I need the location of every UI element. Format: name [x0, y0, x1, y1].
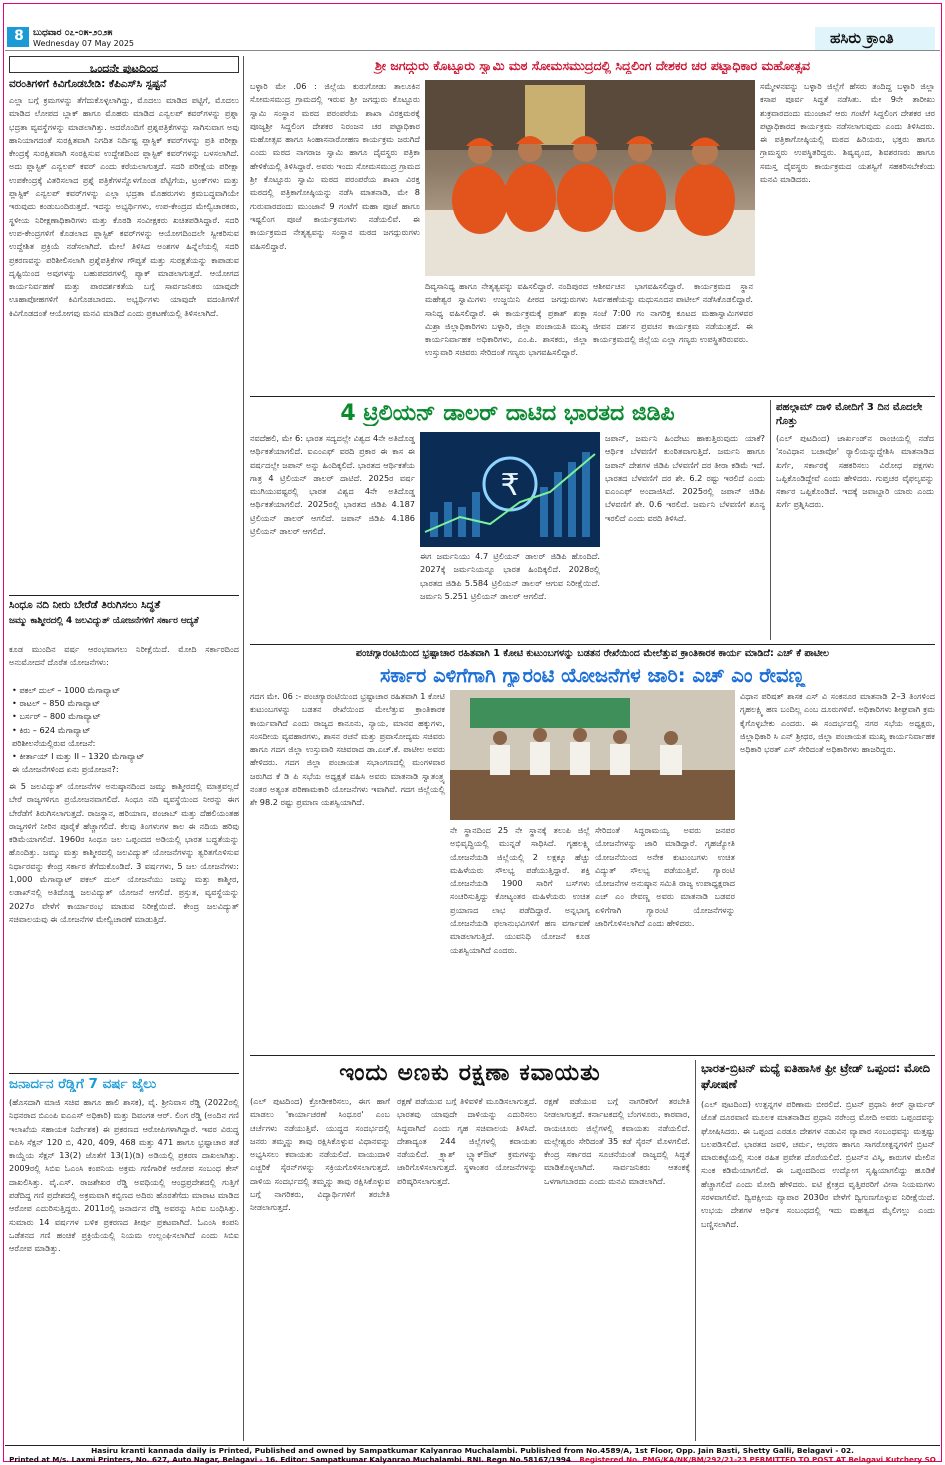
registration-details: Registered No. PMG/KA/NK/BM/292/21-23 PERMITTED TO POST AT Belagavi Kutchery SO [579, 1455, 936, 1464]
mutt-col1: ಬಳ್ಳಾರಿ ಮೇ .06 : ಜಿಲ್ಲೆಯ ಕುರುಗೋಡು ತಾಲೂಕಿನ ಸೋಮಸಮುದ್ರ ಗ್ರಾಮದಲ್ಲಿ ಇರುವ ಶ್ರೀ ಜಗದ್ಗುರು ಕೊಟ್ಟೂರು ಸ್ವಾಮಿ ಸಂಸ್ಥಾನ ಮಠದ ಪರಂಪರೆಯ ಶಾಖಾ ವಿರಕ್ತಮಠಕ್ಕೆ ಪೂಜ್ಯಶ್ರೀ ಸಿದ್ದಲಿಂಗ ದೇಶಕರ ನಿರಂಜನ ಚರ ಪಟ್ಟಾಧಿಕಾರ ಮಹೋತ್ಸವ ಹಾಗೂ ಸಿಂಹಾಸನಾರೋಹಣ ಕಾರ್ಯಕ್ರಮ ಜರುಗಿದೆ ಎಂದು ಮಠದ ನಾಗರಾಜ ಸ್ವಾಮಿ ಹಾಗೂ ದೈವಸ್ಥರು ಪತ್ರಿಕಾ ಹೇಳಿಕೆಯಲ್ಲಿ ತಿಳಿಸಿದ್ದಾರೆ. ಅವರು ಇಂದು ಸೋಮಸಮುದ್ರ ಗ್ರಾಮದ ಶ್ರೀ ಕೊಟ್ಟೂರು ಸ್ವಾಮಿ ಮಠದ ಪರಂಪರೆಯ ಶಾಖಾ ವಿರಕ್ತ ಮಠದಲ್ಲಿ ಪತ್ರಿಕಾಗೋಷ್ಠಿಯನ್ನು ನಡೆಸಿ ಮಾತನಾಡಿ, ಮೇ 8 ಗುರುವಾರದಂದು ಮುಂಜಾನೆ 9 ಗಂಟೆಗೆ ಮಹಾ ಪೂಜೆ ಹಾಗೂ ಇಷ್ಟಲಿಂಗ ಪೂಜೆ ಕಾರ್ಯಕ್ರಮಗಳು ನಡೆಯಲಿವೆ. ಈ ಕಾರ್ಯಕ್ರಮದ ನೇತೃತ್ವವನ್ನು ಸಂಸ್ಥಾನ ಮಠದ ಜಗದ್ಗುರುಗಳು ವಹಿಸಲಿದ್ದಾರೆ. [250, 81, 420, 251]
date-english: Wednesday 07 May 2025 [33, 39, 135, 48]
column-divider [243, 56, 244, 1441]
printer-line [5, 1455, 940, 1464]
revanna-col1: ಗದಗ ಮೇ. 06 :- ಪಂಚಗ್ಯಾರಂಟಿಯಿಂದ ಭ್ರಷ್ಟಾಚಾರ ರಹಿತವಾಗಿ 1 ಕೋಟಿ ಕುಟುಂಬಗಳನ್ನು ಬಡತನ ರೇಖೆಯಿಂದ ಮೇಲೆತ್ತುವ ಕ್ರಾಂತಿಕಾರಕ ಕಾರ್ಯವಾಗಿದೆ ಎಂದು ರಾಜ್ಯದ ಕಾನೂನು, ನ್ಯಾಯ, ಮಾನವ ಹಕ್ಕುಗಳು, ಸಂಸದೀಯ ವ್ಯವಹಾರಗಳು, ಶಾಸನ ರಚನೆ ಮತ್ತು ಪ್ರವಾಸೋದ್ಯಮ ಸಚಿವರು ಹಾಗೂ ಗದಗ ಜಿಲ್ಲಾ ಉಸ್ತುವಾರಿ ಸಚಿವರಾದ ಡಾ.ಎಚ್.ಕೆ. ಪಾಟೀಲ ಅವರು ಹೇಳಿದರು. ಗದಗ ಜಿಲ್ಲಾ ಪಂಚಾಯತ ಸಭಾಂಗಣದಲ್ಲಿ ಮಂಗಳವಾರ ಜರುಗಿದ ಕೆ ಡಿ ಪಿ ಸಭೆಯ ಅಧ್ಯಕ್ಷತೆ ವಹಿಸಿ ಅವರು ಮಾತನಾಡಿ ಸ್ವಾತಂತ್ರ್ಯ ನಂತರ ಅತ್ಯಂತ ಪರಿಣಾಮಕಾರಿ ಯೋಜನೆಗಳು ಇವಾಗಿವೆ. ಗದಗ ಜಿಲ್ಲೆಯಲ್ಲಿ ಶೇ 98.2 ರಷ್ಟು ಪ್ರಮಾಣ ಯಶಸ್ವಿಯಾಗಿದೆ. [250, 691, 445, 808]
list-item: • ಕೀರ್ತಾಯ್ I ಮತ್ತು II – 1320 ಮೆಗಾವ್ಯಾಟ್ [12, 751, 145, 762]
indus-project-list [12, 684, 238, 776]
stock-market-graphic [420, 432, 600, 547]
mutt-col3: ಆಶೀರ್ವಚನ ಭಾಗವಹಿಸಲಿದ್ದಾರೆ. ಕಾರ್ಯಕ್ರಮದ ಸ್ಥಾನ ಸಿರ್ವಹಣೆಯನ್ನು ಮಧುಸೂದನ ಪಾಟೀಲ್ ನಡೆಸಿಕೊಡಲಿದ್ದಾರೆ. ಸಂಜೆ 7:00 ಗಂ ನಾಗರಿಕ್ತ ಕೂಟದ ಮಹಾಸ್ವಾಮಿಗಳವರ ಜೀವನ ದರ್ಶನ ಪ್ರವಚನ ಕಾರ್ಯಕ್ರಮ ನಡೆಯುತ್ತದೆ. ಈ ಕಾರ್ಯಕ್ರಮದಲ್ಲಿ ಜಿಲ್ಲೆಯ ಎಲ್ಲಾ ಗಣ್ಯರು ಉಪಸ್ಥಿತರಿರುವರು. [593, 281, 753, 345]
indus-body: ಈ 5 ಜಲವಿದ್ಯುತ್ ಯೋಜನೆಗಳ ಅನುಷ್ಠಾನದಿಂದ ಜಮ್ಮು ಕಾಶ್ಮೀರದಲ್ಲಿ ಮಾತ್ರವಲ್ಲದೆ ಬೇರೆ ರಾಜ್ಯಗಳಿಗೂ ಪ್ರಯೋಜನವಾಗಲಿದೆ. ಸಿಂಧೂ ನದಿ ವ್ಯವಸ್ಥೆಯಿಂದ ನೀರನ್ನು ಈಗ ಬೇರೆಡೆಗೆ ತಿರುಗಿಸಲಾಗುತ್ತದೆ. ರಾಜಸ್ಥಾನ, ಹರಿಯಾಣ, ಪಂಜಾಬ್ ಮತ್ತು ದೆಹಲಿಯಂತಹ ರಾಜ್ಯಗಳಿಗೆ ನೀರಿನ ಪೂರೈಕೆ ಹೆಚ್ಚಾಗಲಿದೆ. ಕೆಲವು ತಿಂಗಳುಗಳ ಕಾಲ ಈ ನದಿಯ ಹರಿವು ಕಡಿಮೆಯಾಗಲಿದೆ. 1960ರ ಸಿಂಧೂ ಜಲ ಒಪ್ಪಂದದ ಅಡಿಯಲ್ಲಿ ಭಾರತ ಬದ್ಧತೆಯನ್ನು ಹೊಂದಿತ್ತು. ಜಮ್ಮು ಮತ್ತು ಕಾಶ್ಮೀರದಲ್ಲಿ ಜಲವಿದ್ಯುತ್ ಯೋಜನೆಗಳನ್ನು ತ್ವರಿತಗೊಳಿಸುವ ನಿರ್ಧಾರವನ್ನು ಕೇಂದ್ರ ಸರ್ಕಾರ ತೆಗೆದುಕೊಂಡಿದೆ. 3 ವರ್ಷಗಳು, 5 ಜಲ ಯೋಜನೆಗಳು: 1,000 ಮೆಗಾವ್ಯಾಟ್ ಪಕಲ್ ದುಲ್ ಯೋಜನೆಯು ಜಮ್ಮು ಮತ್ತು ಕಾಶ್ಮೀರ, ಲಡಾಖ್‌ನಲ್ಲಿ ಅತಿದೊಡ್ಡ ಜಲವಿದ್ಯುತ್ ಯೋಜನೆ ಆಗಲಿದೆ. ಪ್ರಸ್ತುತ, ವ್ಯವಸ್ಥೆಯನ್ನು 2027ರ ವೇಳೆಗೆ ಕಾರ್ಯಾರಂಭ ಮಾಡುವ ನಿರೀಕ್ಷೆಯಿದೆ. ಕೇಂದ್ರ ಜಲವಿದ್ಯುತ್ ಸಚಿವಾಲಯವು ಈ ಯೋಜನೆಗಳ ಮೇಲ್ವಿಚಾರಣೆ ಮಾಡುತ್ತಿದೆ. [9, 781, 239, 924]
section-label [9, 56, 239, 73]
drill-col1: (ಎಲ್ ಪುಟದಿಂದ) ಕ್ರೋಡೀಕರಿಸಲು, ಈಗ ಹಾಗೆ ಮಾಡಲು 'ಕಾರ್ಯಾಚರಣೆ ಸಿಂಧೂರ' ಎಂಬ ಚರ್ಚೆಗಳು ನಡೆಯುತ್ತಿವೆ. ಯುದ್ಧದ ಸಂದರ್ಭದಲ್ಲಿ ಜನರು ತಮ್ಮನ್ನು ತಾವು ರಕ್ಷಿಸಿಕೊಳ್ಳುವ ವಿಧಾನವನ್ನು ಅಭ್ಯಸಿಸಲು ಕವಾಯತು ನಡೆಯಲಿದೆ. ವಾಯುದಾಳಿ ಎಚ್ಚರಿಕೆ ಸೈರನ್‌ಗಳನ್ನು ಸಕ್ರಿಯಗೊಳಿಸಲಾಗುತ್ತದೆ. ದಾಳಿಯ ಸಂದರ್ಭದಲ್ಲಿ ತಮ್ಮನ್ನು ತಾವು ರಕ್ಷಿಸಿಕೊಳ್ಳುವ ಬಗ್ಗೆ ನಾಗರಿಕರು, ವಿದ್ಯಾರ್ಥಿಗಳಿಗೆ ತರಬೇತಿ ನೀಡಲಾಗುತ್ತದೆ. [250, 1096, 390, 1213]
list-item: ಈ ಯೋಜನೆಗಳಿಂದ ಏನು ಪ್ರಯೋಜನ?: [12, 764, 119, 775]
indus-intro: ಕೂಡ ಮುಂದಿನ ವರ್ಷ ಆರಂಭವಾಗಲು ನಿರೀಕ್ಷೆಯಿದೆ. ಮೋದಿ ಸರ್ಕಾರದಿಂದ ಅನುಮೋದನೆ ದೊರೆತ ಯೋಜನೆಗಳು: [9, 644, 239, 668]
revanna-col4: ವಿಧಾನ ಪರಿಷತ್ ಶಾಸಕ ಎಸ್ ವಿ ಸಂಕನೂರ ಮಾತನಾಡಿ 2–3 ತಿಂಗಳಿಂದ ಗೃಹಲಕ್ಷ್ಮಿ ಹಣ ಬಂದಿಲ್ಲ ಎಂಬ ದೂರುಗಳಿವೆ. ಅಧಿಕಾರಿಗಳು ಶೀಘ್ರವಾಗಿ ಕ್ರಮ ಕೈಗೊಳ್ಳಬೇಕು ಎಂದರು. ಈ ಸಂದರ್ಭದಲ್ಲಿ ನಗರ ಸಭೆಯ ಅಧ್ಯಕ್ಷರು, ಜಿಲ್ಲಾಧಿಕಾರಿ ಸಿ ಎನ್ ಶ್ರೀಧರ, ಜಿಲ್ಲಾ ಪಂಚಾಯತ ಮುಖ್ಯ ಕಾರ್ಯನಿರ್ವಾಹಕ ಅಧಿಕಾರಿ ಭರತ್ ಎಸ್ ಸೇರಿದಂತೆ ಅಧಿಕಾರಿಗಳು ಹಾಜರಿದ್ದರು. [740, 691, 935, 755]
printer-details: Printed at M/s. Laxmi Printers, No. 627, Auto Nagar, Belagavi - 16. Editor: Sampatkumar Kalyanrao Muchalambi. RNI. Regn No.58167/1994 [9, 1455, 571, 1464]
gdp-rupee-graphic [420, 432, 600, 547]
imprint-line: Hasiru kranti kannada daily is Printed, Published and owned by Sampatkumar Kalyanrao Muchalambi. Published from No.4589/A, 1st Floor, Opp. Jain Basti, Shetty Galli, Belagavi - 02. [91, 1446, 854, 1455]
gdp-col1: ನವದೆಹಲಿ, ಮೇ 6: ಭಾರತ ಸದ್ಯದಲ್ಲೇ ವಿಶ್ವದ 4ನೇ ಅತಿದೊಡ್ಡ ಆರ್ಥಿಕತೆಯಾಗಲಿದೆ. ಐಎಂಎಫ್ ವರದಿ ಪ್ರಕಾರ ಈ ಕಾಸ ಈ ವರ್ಷದಲ್ಲೇ ಜಪಾನ್ ಅನ್ನು ಹಿಂದಿಕ್ಕಲಿದೆ. ಭಾರತದ ಆರ್ಥಿಕತೆಯ ಗಾತ್ರ 4 ಟ್ರಿಲಿಯನ್ ಡಾಲರ್ ದಾಟಿದೆ. 2025ರ ವರ್ಷ ಮುಗಿಯುವಷ್ಟರಲ್ಲಿ ಭಾರತ ವಿಶ್ವದ 4ನೇ ಅತಿದೊಡ್ಡ ಆರ್ಥಿಕತೆಯಾಗಲಿದೆ. 2025ರಲ್ಲಿ ಭಾರತದ ಜಿಡಿಪಿ 4.187 ಟ್ರಿಲಿಯನ್ ಡಾಲರ್ ಆಗಲಿದೆ. ಜಪಾನ್ ಜಿಡಿಪಿ 4.186 ಟ್ರಿಲಿಯನ್ ಡಾಲರ್ ಆಗಲಿದೆ. [250, 433, 415, 537]
list-item: • ರಾಟಲ್ – 850 ಮೆಗಾವ್ಯಾಟ್ [12, 698, 101, 709]
drill-col2: ರಕ್ಷಣೆ ಪಡೆಯುವ ಬಗ್ಗೆ ತಿಳಿವಳಿಕೆ ಮೂಡಿಸಲಾಗುತ್ತದೆ. ಭಾರತವು ಯಾವುದೇ ದಾಳಿಯನ್ನು ಎದುರಿಸಲು ಸಿದ್ಧವಾಗಿದೆ ಎಂದು ಗೃಹ ಸಚಿವಾಲಯ ತಿಳಿಸಿದೆ. ದೇಶಾದ್ಯಂತ 244 ಜಿಲ್ಲೆಗಳಲ್ಲಿ ಕವಾಯತು ನಡೆಯಲಿದೆ. ಕ್ರ್ಯಾಶ್ ಬ್ಲ್ಯಾಕ್‌ಔಟ್ ಕ್ರಮಗಳನ್ನು ಜಾರಿಗೊಳಿಸಲಾಗುತ್ತದೆ. ಸ್ಥಳಾಂತರ ಯೋಜನೆಗಳನ್ನು ಪರಿಷ್ಕರಿಸಲಾಗುತ್ತದೆ. [397, 1096, 537, 1186]
svg-text:₹: ₹ [500, 468, 520, 503]
list-item: • ಕಿರು – 624 ಮೆಗಾವ್ಯಾಟ್ [12, 724, 91, 735]
list-item: ಪರಿಶೀಲನೆಯಲ್ಲಿರುವ ಯೋಜನೆ: [12, 737, 96, 748]
reddy-headline: ಜನಾರ್ದನ ರೆಡ್ಡಿಗೆ 7 ವರ್ಷ ಜೈಲು [9, 1076, 157, 1092]
gdp-col2: ಈಗ ಜರ್ಮನಿಯು 4.7 ಟ್ರಿಲಿಯನ್ ಡಾಲರ್ ಜಿಡಿಪಿ ಹೊಂದಿದೆ. 2027ಕ್ಕೆ ಜರ್ಮನಿಯನ್ನೂ ಭಾರತ ಹಿಂದಿಕ್ಕಲಿದೆ. 2028ರಲ್ಲಿ ಭಾರತದ ಜಿಡಿಪಿ 5.584 ಟ್ರಿಲಿಯನ್ ಡಾಲರ್ ಆಗುವ ನಿರೀಕ್ಷೆಯಿದೆ. ಜರ್ಮನಿ 5.251 ಟ್ರಿಲಿಯನ್ ಡಾಲರ್ ಆಗಲಿದೆ. [420, 551, 600, 601]
divider [9, 1073, 239, 1074]
kpsc-body: ಎಲ್ಲಾ ಬಗ್ಗೆ ಕ್ರಮಗಳನ್ನು ತೆಗೆದುಕೊಳ್ಳಲಾಗಿದ್ದು, ಮೊದಲು ಮಾಡಿದ ಪಟ್ಟಿಗೆ, ಮೊದಲು ಮಾಡಿದ ಲೋಪದ ಬ್ಲಾಕ್ ಹಾಗೂ ಮೊಹರು ಮಾಡಿದ ಎನ್ವಲಪ್ ಕವರ್‌ಗಳನ್ನು ಪ್ರಶ್ನಾ ಭದ್ರತಾ ವ್ಯವಸ್ಥೆಗಳನ್ನು ಮಾಡಲಾಗಿತ್ತು. ಅದರೊಂದಿಗೆ ಪ್ರಶ್ನಪತ್ರಿಕೆಗಳನ್ನು ಸಾಗಿಸುವಾಗ ಅವು ಹಾನಿಯಾಗದಂತೆ ಸುರಕ್ಷಿತವಾಗಿ ನಿಗದಿತ ನಿರ್ದಿಷ್ಟ ಪ್ಲಾಸ್ಟಿಕ್ ಕವರ್‌ಗಳನ್ನು ಪ್ರತಿ ಪರೀಕ್ಷಾ ಕೇಂದ್ರಕ್ಕೆ ಸುರಕ್ಷಿತವಾಗಿ ಸಂರಕ್ಷಿಸುವ ಉದ್ದೇಶದಿಂದ ಪ್ಲಾಸ್ಟಿಕ್ ಕವರ್‌ಗಳನ್ನು ಬಳಸಲಾಗಿದೆ. ಅದು ಪ್ಲಾಸ್ಟಿಕ್ ಎನ್ವಲಪ್ ಕವರ್ ಎಂದು ಕರೆಯಲಾಗುತ್ತದೆ. ಸದರಿ ಪರೀಕ್ಷೆಯ ಪರೀಕ್ಷಾ ಉಪಕೇಂದ್ರಕ್ಕೆ ವಿತರಿಸಲಾದ ಪ್ರಶ್ನೆ ಪತ್ರಿಕೆಗಳನ್ನೊಳಗೊಂಡ ಪೆಟ್ಟಿಗೆಯ, ಟ್ರಂಕ್‌ಗಳು ಮತ್ತು ಪ್ಲಾಸ್ಟಿಕ್ ಎನ್ವಲಪ್ ಕವರ್‌ಗಳನ್ನು ಎಲ್ಲಾ ಭದ್ರತಾ ಮೊಹರುಗಳು ಕ್ರಮಬದ್ಧವಾಗಿಯೇ ಇರುವುದು ಕಂಡುಬಂದಿರುತ್ತದೆ. ಇದನ್ನು ಅಭ್ಯರ್ಥಿಗಳು, ಉಪ-ಕೇಂದ್ರದ ಮೇಲ್ವಿಚಾರಕರು, ಸ್ಥಳೀಯ ನಿರೀಕ್ಷಣಾಧಿಕಾರಿಗಳು ಮತ್ತು ಕೊಠಡಿ ಸಂವೀಕ್ಷಕರು ಖಚಿತಪಡಿಸಿದ್ದಾರೆ. ಸದರಿ ಉಪ-ಕೇಂದ್ರಗಳಿಗೆ ಕೊಡಲಾದ ಪ್ಲಾಸ್ಟಿಕ್ ಕವರ್‌ಗಳನ್ನು ಆಯೋಗದಿಂದಲೇ ಸ್ವೀಕರಿಸುವ ಉದ್ದೇಶಿತ ಪ್ರಕ್ರಿಯೆ ನಡೆಸಲಾಗಿದೆ. ಮೇಲೆ ತಿಳಿಸಿದ ಅಂಶಗಳ ಹಿನ್ನೆಲೆಯಲ್ಲಿ ಸದರಿ ಪ್ರಕರಣವನ್ನು ಪರಿಶೀಲಿಸಲಾಗಿ ಪ್ರಶ್ನೆಪತ್ರಿಕೆಗಳ ಗೌಪ್ಯತೆ ಮತ್ತು ಸುರಕ್ಷತೆಯನ್ನು ಕಾಪಾಡುವ ದೃಷ್ಟಿಯಿಂದ ಅವುಗಳನ್ನು ಬಹುಪದರಗಳಲ್ಲಿ ಪ್ಯಾಕ್ ಮಾಡಲಾಗುತ್ತದೆ. ಆಯೋಗದ ಕಾರ್ಯನಿರ್ವಹಣೆ ಮತ್ತು ಪಾರದರ್ಶಕತೆಯ ಬಗ್ಗೆ ಸಾರ್ವಜನಿಕರು ಯಾವುದೇ ಊಹಾಪೋಹಗಳಿಗೆ ಕಿವಿಗೊಡಬಾರದು. ಅಭ್ಯರ್ಥಿಗಳು ಯಾವುದೇ ವದಂತಿಗಳಿಗೆ ಕಿವಿಗೊಡದಂತೆ ಆಯೋಗವು ಮನವಿ ಮಾಡಿದೆ ಎಂದು ಪ್ರಕಟಣೆಯಲ್ಲಿ ತಿಳಿಸಲಾಗಿದೆ. [9, 95, 239, 318]
kdp-meeting-photo [450, 690, 735, 820]
revanna-headline: ಸರ್ಕಾರ ಎಳಿಗೆಗಾಗಿ ಗ್ಯಾರಂಟಿ ಯೋಜನೆಗಳ ಜಾರಿ: ಎಚ್ ಎಂ ರೇವಣ್ಣ [379, 664, 806, 687]
list-item: • ಬರ್ಸರ್ – 800 ಮೆಗಾವ್ಯಾಟ್ [12, 711, 101, 722]
mutt-event-photo [425, 80, 755, 276]
revanna-col2: ನೇ ಸ್ಥಾನದಿಂದ 25 ನೇ ಸ್ಥಾನಕ್ಕೆ ತಲುಪಿ ಜಿಲ್ಲೆ ಅಭಿವೃದ್ಧಿಯಲ್ಲಿ ಮುನ್ನಡೆ ಸಾಧಿಸಿದೆ. ಗೃಹಲಕ್ಷ್ಮಿ ಯೋಜನೆಯಡಿ ಜಿಲ್ಲೆಯಲ್ಲಿ 2 ಲಕ್ಷಕ್ಕೂ ಹೆಚ್ಚು ಮಹಿಳೆಯರು ಸೌಲಭ್ಯ ಪಡೆಯುತ್ತಿದ್ದಾರೆ. ಶಕ್ತಿ ಯೋಜನೆಯಡಿ 1900 ಸಾರಿಗೆ ಬಸ್‌ಗಳು ಸಂಚರಿಸುತ್ತಿದ್ದು ಕೋಟ್ಯಂತರ ಮಹಿಳೆಯರು ಉಚಿತ ಪ್ರಯಾಣದ ಲಾಭ ಪಡೆದಿದ್ದಾರೆ. ಅನ್ನಭಾಗ್ಯ ಯೋಜನೆಯಡಿ ಫಲಾನುಭವಿಗಳಿಗೆ ಹಣ ವರ್ಗಾವಣೆ ಮಾಡಲಾಗುತ್ತಿದೆ. ಯುವನಿಧಿ ಯೋಜನೆ ಕೂಡ ಯಶಸ್ವಿಯಾಗಿದೆ ಎಂದರು. [450, 825, 590, 955]
list-item: • ಪಕಲ್ ದುಲ್ – 1000 ಮೆಗಾವ್ಯಾಟ್ [12, 685, 121, 695]
seers-seated-photo [425, 80, 755, 276]
gdp-col3: ಜಪಾನ್, ಜರ್ಮನಿ ಹಿಂದೇಟು ಹಾಕುತ್ತಿರುವುದು ಯಾಕೆ? ಆರ್ಥಿಕ ಬೆಳವಣಿಗೆ ಕುಂಠಿತವಾಗುತ್ತಿದೆ. ಜರ್ಮನಿ ಹಾಗೂ ಜಪಾನ್ ದೇಶಗಳ ಜಿಡಿಪಿ ಬೆಳವಣಿಗೆ ದರ ತೀರಾ ಕಡಿಮೆ ಇದೆ. ಭಾರತದ ಬೆಳವಣಿಗೆ ದರ ಶೇ. 6.2 ರಷ್ಟು ಇರಲಿದೆ ಎಂದು ಐಎಂಎಫ್ ಅಂದಾಜಿಸಿದೆ. 2025ರಲ್ಲಿ ಜಪಾನ್ ಜಿಡಿಪಿ ಬೆಳವಣಿಗೆ ಶೇ. 0.6 ಇರಲಿದೆ. ಜರ್ಮನಿ ಬೆಳವಣಿಗೆ ಶೂನ್ಯ ಇರಲಿದೆ ಎಂದು ವರದಿ ತಿಳಿಸಿದೆ. [605, 433, 765, 523]
trade-body: (ಎಲ್ ಪುಟದಿಂದ) ಉತ್ಪನ್ನಗಳ ಪರಿಣಾಮ ಬೀರಲಿದೆ. ಬ್ರಿಟನ್ ಪ್ರಧಾನಿ ಕೀರ್ ಸ್ಟಾರ್ಮರ್ ಜೊತೆ ದೂರವಾಣಿ ಮೂಲಕ ಮಾತನಾಡಿದ ಪ್ರಧಾನಿ ನರೇಂದ್ರ ಮೋದಿ ಅವರು ಒಪ್ಪಂದವನ್ನು ಘೋಷಿಸಿದರು. ಈ ಒಪ್ಪಂದ ಎರಡೂ ದೇಶಗಳ ನಡುವಿನ ವ್ಯಾಪಾರ ಸಂಬಂಧವನ್ನು ಮತ್ತಷ್ಟು ಬಲಪಡಿಸಲಿದೆ. ಭಾರತದ ಜವಳಿ, ಚರ್ಮ, ಆಭರಣ ಹಾಗೂ ಸಾಗರೋತ್ಪನ್ನಗಳಿಗೆ ಬ್ರಿಟನ್ ಮಾರುಕಟ್ಟೆಯಲ್ಲಿ ಸುಂಕ ರಹಿತ ಪ್ರವೇಶ ದೊರೆಯಲಿದೆ. ಬ್ರಿಟನ್‌ನ ವಿಸ್ಕಿ, ಕಾರುಗಳ ಮೇಲಿನ ಸುಂಕ ಕಡಿಮೆಯಾಗಲಿದೆ. ಈ ಒಪ್ಪಂದದಿಂದ ಉದ್ಯೋಗ ಸೃಷ್ಟಿಯಾಗಲಿದ್ದು ಹೂಡಿಕೆ ಹೆಚ್ಚಾಗಲಿದೆ ಎಂದು ಮೋದಿ ಹೇಳಿದರು. ಐಟಿ ಕ್ಷೇತ್ರದ ವೃತ್ತಿಪರರಿಗೆ ವೀಸಾ ನಿಯಮಗಳು ಸರಳವಾಗಲಿವೆ. ದ್ವಿಪಕ್ಷೀಯ ವ್ಯಾಪಾರ 2030ರ ವೇಳೆಗೆ ದ್ವಿಗುಣಗೊಳ್ಳುವ ನಿರೀಕ್ಷೆಯಿದೆ. ಉಭಯ ದೇಶಗಳ ಆರ್ಥಿಕ ಸಂಬಂಧದಲ್ಲಿ ಇದು ಮಹತ್ವದ ಮೈಲಿಗಲ್ಲು ಎಂದು ಬಣ್ಣಿಸಲಾಗಿದೆ. [701, 1099, 935, 1229]
reddy-body: (ಹೊಸದಾಗಿ ಮಾಜಿ ಸಚಿವ ಹಾಗೂ ಹಾಲಿ ಶಾಸಕ), ವೈ. ಶ್ರೀನಿವಾಸ ರೆಡ್ಡಿ (2022ರಲ್ಲಿ ನಿಧನರಾದ ಬಿಎಂಪಿ ಐಎಎಸ್ ಅಧಿಕಾರಿ) ಮತ್ತು ದಿವಂಗತ ಆರ್. ಲಿಂಗ ರೆಡ್ಡಿ (ಅಂದಿನ ಗಣಿ ಇಲಾಖೆಯ ಸಹಾಯಕ ನಿರ್ದೇಶಕ) ಈ ಪ್ರಕರಣದ ಆರೋಪಿಗಳಾಗಿದ್ದಾರೆ. ಇವರ ವಿರುದ್ಧ ಐಪಿಸಿ ಸೆಕ್ಷನ್ 120 ಬಿ, 420, 409, 468 ಮತ್ತು 471 ಹಾಗೂ ಭ್ರಷ್ಟಾಚಾರ ತಡೆ ಕಾಯ್ದೆಯ ಸೆಕ್ಷನ್ 13(2) ಜೊತೆಗೆ 13(1)(ಡಿ) ಅಡಿಯಲ್ಲಿ ಪ್ರಕರಣ ದಾಖಲಾಗಿತ್ತು. 2009ರಲ್ಲಿ ಸಿಬಿಐ ಓಎಂಸಿ ಕಂಪನಿಯ ಅಕ್ರಮ ಗಣಿಗಾರಿಕೆ ಆರೋಪ ಸಂಬಂಧ ಕೇಸ್ ದಾಖಲಿಸಿತ್ತು. ವೈ.ಎಸ್. ರಾಜಶೇಖರ ರೆಡ್ಡಿ ಅವಧಿಯಲ್ಲಿ ಆಂಧ್ರಪ್ರದೇಶದಲ್ಲಿ ಗುತ್ತಿಗೆ ಪಡೆದಿದ್ದ ಗಣಿ ಪ್ರದೇಶದಲ್ಲಿ ಅಕ್ರಮವಾಗಿ ಕಬ್ಬಿಣದ ಅದಿರು ಹೊರತೆಗೆದು ಮಾರಾಟ ಮಾಡಿದ ಆರೋಪ ಎದುರಿಸುತ್ತಿದ್ದರು. 2011ರಲ್ಲಿ ಜನಾರ್ದನ ರೆಡ್ಡಿ ಅವರನ್ನು ಸಿಬಿಐ ಬಂಧಿಸಿತ್ತು. ಸುಮಾರು 14 ವರ್ಷಗಳ ಬಳಿಕ ಪ್ರಕರಣದ ತೀರ್ಪು ಪ್ರಕಟವಾಗಿದೆ. ಓಎಂಸಿ ಕಂಪನಿ ಒಡೆತನದ ಗಣಿ ಹಂಚಿಕೆ ಪ್ರಕ್ರಿಯೆಯಲ್ಲಿ ನಿಯಮ ಉಲ್ಲಂಘಿಸಲಾಗಿದೆ ಎಂದು ಸಿಬಿಐ ಆರೋಪ ಮಾಡಿತ್ತು. [9, 1097, 239, 1254]
indus-subheadline: ಜಮ್ಮು ಕಾಶ್ಮೀರದಲ್ಲಿ 4 ಜಲವಿದ್ಯುತ್ ಯೋಜನೆಗಳಿಗೆ ಸರ್ಕಾರ ಆದ್ಯತೆ [9, 616, 199, 626]
paper-name: ಹಸಿರು ಕ್ರಾಂತಿ [830, 29, 894, 47]
pahalgam-headline: ಪಹಲ್ಗಾಮ್ ದಾಳಿ ಮೋದಿಗೆ 3 ದಿನ ಮೊದಲೇ ಗೊತ್ತು [776, 402, 923, 427]
mutt-col2: ದಿವ್ಯಸಾನಿಧ್ಯ ಹಾಗೂ ನೇತೃತ್ವವನ್ನು ವಹಿಸಲಿದ್ದಾರೆ. ನಂದಿಪುರದ ಮಹೇಶ್ವರ ಸ್ವಾಮಿಗಳು ಉಜ್ಜಯಿನಿ ಪೀಠದ ಜಗದ್ಗುರುಗಳು ಸಾನಿಧ್ಯ ವಹಿಸಲಿದ್ದಾರೆ. ಈ ಕಾರ್ಯಕ್ರಮಕ್ಕೆ ಪ್ರಕಾಶ್ ಶುಕ್ಲಾ ಮಿಶ್ರಾ ಜಿಲ್ಲಾಧಿಕಾರಿಗಳು ಬಳ್ಳಾರಿ, ಜಿಲ್ಲಾ ಪಂಚಾಯತಿ ಮುಖ್ಯ ಕಾರ್ಯನಿರ್ವಾಹಕ ಅಧಿಕಾರಿಗಳು, ಎಂ.ಪಿ. ಶಾಸಕರು, ಜಿಲ್ಲಾ ಉಸ್ತುವಾರಿ ಸಚಿವರು ಸೇರಿದಂತೆ ಗಣ್ಯರು ಭಾಗವಹಿಸಲಿದ್ದಾರೆ. [425, 281, 588, 358]
indus-headline: ಸಿಂಧೂ ನದಿ ನೀರು ಬೇರೆಡೆ ತಿರುಗಿಸಲು ಸಿದ್ಧತೆ [9, 599, 161, 611]
revanna-col3: ಸೇರಿದಂತೆ ಸಿದ್ಧರಾಮಯ್ಯ ಅವರು ಜನಪರ ಯೋಜನೆಗಳನ್ನು ಜಾರಿ ಮಾಡಿದ್ದಾರೆ. ಗೃಹಜ್ಯೋತಿ ಯೋಜನೆಯಿಂದ ಅನೇಕ ಕುಟುಂಬಗಳು ಉಚಿತ ವಿದ್ಯುತ್ ಸೌಲಭ್ಯ ಪಡೆಯುತ್ತಿವೆ. ಗ್ಯಾರಂಟಿ ಯೋಜನೆಗಳ ಅನುಷ್ಠಾನ ಸಮಿತಿ ರಾಜ್ಯ ಉಪಾಧ್ಯಕ್ಷರಾದ ಎಚ್ ಎಂ ರೇವಣ್ಣ ಅವರು ಮಾತನಾಡಿ ಬಡವರ ಏಳಿಗೆಗಾಗಿ ಗ್ಯಾರಂಟಿ ಯೋಜನೆಗಳನ್ನು ಜಾರಿಗೊಳಿಸಲಾಗಿದೆ ಎಂದು ಹೇಳಿದರು. [595, 825, 735, 929]
meeting-photo [450, 690, 735, 820]
divider [250, 644, 935, 645]
drill-headline: ಇಂದು ಅಣಕು ರಕ್ಷಣಾ ಕವಾಯತು [339, 1060, 601, 1086]
column-divider [770, 400, 771, 640]
kpsc-headline: ವರಂತಿಗಳಿಗೆ ಕಿವಿಗೊಡಬೇಡಿ: ಕೆಪಿಎಸ್‌ಸಿ ಸ್ಪಷ್ಟನೆ [9, 78, 167, 90]
divider [9, 595, 239, 596]
mutt-col4: ಸಮ್ಮೇಳನವನ್ನು ಬಳ್ಳಾರಿ ಜಿಲ್ಲೆಗೆ ಹೆಸರು ತಂದಿದ್ದ ಬಳ್ಳಾರಿ ಜಿಲ್ಲಾ ಕಸಾಪ ಪೂರ್ವ ಸಿದ್ಧತೆ ನಡೆಸಿತು. ಮೇ 9ನೇ ತಾರೀಖು ಶುಕ್ರವಾರದಂದು ಮುಂಜಾನೆ ಆರು ಗಂಟೆಗೆ ಸಿದ್ದಲಿಂಗ ದೇಶಕರ ಚರ ಪಟ್ಟಾಧಿಕಾರದ ಕಾರ್ಯಕ್ರಮ ನಡೆಸಲಾಗುವುದು ಎಂದು ತಿಳಿಸಿದರು. ಈ ಪತ್ರಿಕಾಗೋಷ್ಠಿಯಲ್ಲಿ ಮಠದ ಹಿರಿಯರು, ಭಕ್ತರು ಹಾಗೂ ಗ್ರಾಮಸ್ಥರು ಉಪಸ್ಥಿತರಿದ್ದರು. ಶಿಷ್ಯವೃಂದ, ಶಿವಶರಣರು ಹಾಗೂ ಸಮಸ್ತ ದೈವಸ್ಥರು ಕಾರ್ಯಕ್ರಮದ ಯಶಸ್ವಿಗೆ ಸಹಕರಿಸಬೇಕೆಂದು ಮನವಿ ಮಾಡಿದರು. [760, 81, 935, 185]
drill-col3: ರಕ್ಷಣೆ ಪಡೆಯುವ ಬಗ್ಗೆ ನಾಗರಿಕರಿಗೆ ತರಬೇತಿ ನೀಡಲಾಗುತ್ತದೆ. ಕರ್ನಾಟಕದಲ್ಲಿ ಬೆಂಗಳೂರು, ಕಾರವಾರ, ರಾಯಚೂರು ಜಿಲ್ಲೆಗಳಲ್ಲಿ ಕವಾಯತು ನಡೆಯಲಿದೆ. ಮಲ್ಲೇಶ್ವರಂ ಸೇರಿದಂತೆ 35 ಕಡೆ ಸೈರನ್ ಮೊಳಗಲಿದೆ. ಕೇಂದ್ರ ಸರ್ಕಾರದ ಸೂಚನೆಯಂತೆ ರಾಜ್ಯದಲ್ಲಿ ಸಿದ್ಧತೆ ಮಾಡಿಕೊಳ್ಳಲಾಗಿದೆ. ಸಾರ್ವಜನಿಕರು ಆತಂಕಕ್ಕೆ ಒಳಗಾಗಬಾರದು ಎಂದು ಮನವಿ ಮಾಡಲಾಗಿದೆ. [544, 1096, 690, 1186]
gdp-headline: 4 ಟ್ರಿಲಿಯನ್ ಡಾಲರ್ ದಾಟಿದ ಭಾರತದ ಜಿಡಿಪಿ [340, 401, 675, 426]
divider [250, 396, 935, 397]
section-label-text: ಒಂದನೇ ಪುಟದಿಂದ [89, 62, 159, 75]
pahalgam-body: (ಎಲ್ ಪುಟದಿಂದ) ಜಾರ್ಖಂಡ್‌ನ ರಾಂಚಿಯಲ್ಲಿ ನಡೆದ 'ಸಂವಿಧಾನ ಬಚಾವೋ' ರ‍್ಯಾಲಿಯನ್ನುದ್ದೇಶಿಸಿ ಮಾತನಾಡಿದ ಖರ್ಗೆ, ಸರ್ಕಾರಕ್ಕೆ ಸಹಕರಿಸಲು ವಿರೋಧ ಪಕ್ಷಗಳು ಒಪ್ಪಿಕೊಂಡಿದ್ದೇವೆ ಎಂದು ಹೇಳಿದರು. ಗುಪ್ತಚರ ವೈಫಲ್ಯವನ್ನು ಸರ್ಕಾರ ಒಪ್ಪಿಕೊಂಡಿದೆ. ಇದಕ್ಕೆ ಜವಾಬ್ದಾರಿ ಯಾರು ಎಂದು ಖರ್ಗೆ ಪ್ರಶ್ನಿಸಿದರು. [776, 433, 934, 510]
page-number: 8 [14, 28, 24, 44]
date-kannada: ಬುಧವಾರ ೦೭-೦೫-೨೦೨೫ [33, 28, 113, 38]
divider [250, 1055, 935, 1056]
masthead [5, 30, 940, 51]
mutt-headline: ಶ್ರೀ ಜಗದ್ಗುರು ಕೊಟ್ಟೂರು ಸ್ವಾಮಿ ಮಠ ಸೋಮಸಮುದ್ರದಲ್ಲಿ ಸಿದ್ದಲಿಂಗ ದೇಶಕರ ಚರ ಪಟ್ಟಾಧಿಕಾರ ಮಹೋತ್ಸವ [375, 58, 810, 73]
trade-headline: ಭಾರತ-ಬ್ರಿಟನ್ ಮಧ್ಯೆ ಐತಿಹಾಸಿಕ ಫ್ರೀ ಟ್ರೇಡ್ ಒಪ್ಪಂದ: ಮೋದಿ ಘೋಷಣೆ [701, 1061, 931, 1091]
guarantee-subheadline: ಪಂಚಗ್ಯಾರಂಟಿಯಿಂದ ಭ್ರಷ್ಟಾಚಾರ ರಹಿತವಾಗಿ 1 ಕೋಟಿ ಕುಟುಂಬಗಳನ್ನು ಬಡತನ ರೇಖೆಯಿಂದ ಮೇಲೆತ್ತುವ ಕ್ರಾಂತಿಕಾರಕ ಕಾರ್ಯ ಮಾಡಿದೆ: ಎಚ್ ಕೆ ಪಾಟೀಲ [355, 648, 830, 659]
column-divider [695, 1060, 696, 1441]
